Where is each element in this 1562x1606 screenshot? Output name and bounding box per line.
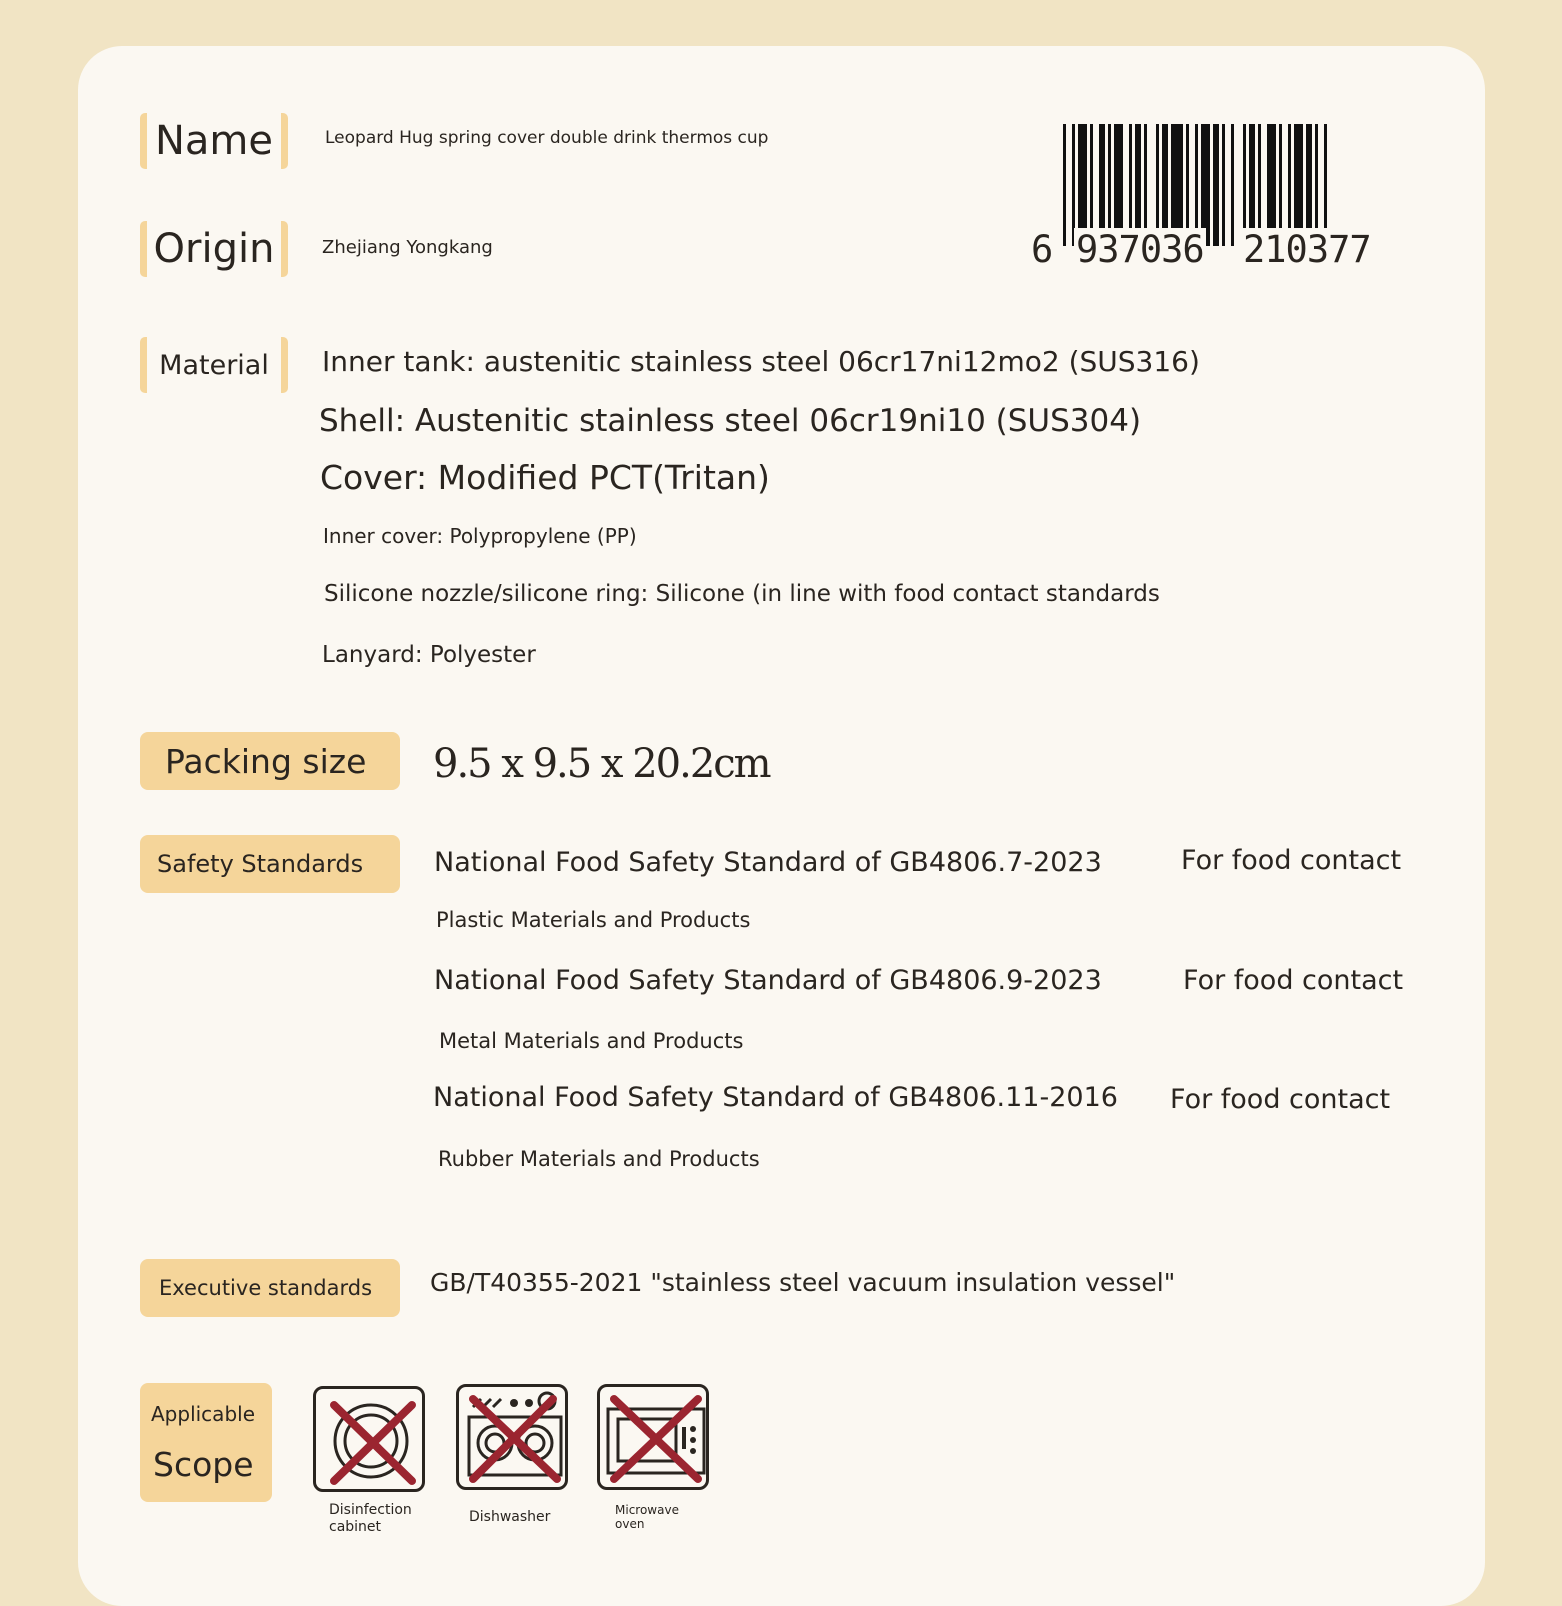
safety-standard: National Food Safety Standard of GB4806.11-2016 (433, 1082, 1118, 1113)
executive-label-text: Executive standards (159, 1276, 373, 1300)
barcode-bar (1063, 124, 1066, 246)
material-line: Cover: Modified PCT(Tritan) (320, 458, 770, 497)
scope-caption: Dishwasher (469, 1509, 551, 1525)
barcode-bar (1231, 124, 1234, 246)
material-line: Inner cover: Polypropylene (PP) (323, 524, 637, 548)
origin-label-text: Origin (153, 226, 275, 272)
scope-label-bottom: Scope (153, 1445, 254, 1484)
name-label-text: Name (154, 118, 273, 164)
disinfection-cabinet-icon (313, 1386, 425, 1492)
spec-card (78, 46, 1485, 1606)
material-label-text: Material (159, 349, 269, 381)
packing-label-text: Packing size (165, 741, 367, 781)
barcode-bar (1222, 124, 1225, 246)
material-label (140, 337, 288, 393)
safety-use: For food contact (1181, 845, 1402, 876)
barcode-bar (1213, 124, 1219, 246)
barcode-digits-right: 210377 (1243, 228, 1371, 271)
safety-material: Rubber Materials and Products (438, 1147, 760, 1171)
origin-label (140, 221, 288, 277)
dishwasher-icon (456, 1384, 568, 1490)
packing-value: 9.5 x 9.5 x 20.2cm (433, 741, 770, 787)
material-line: Inner tank: austenitic stainless steel 06cr17ni12mo2 (SUS316) (322, 345, 1200, 378)
safety-standard: National Food Safety Standard of GB4806.9-2023 (434, 965, 1102, 996)
material-line: Lanyard: Polyester (322, 642, 536, 668)
safety-label-text: Safety Standards (157, 850, 364, 878)
barcode-digits-left: 937036 (1076, 228, 1204, 271)
executive-value: GB/T40355-2021 "stainless steel vacuum insulation vessel" (430, 1268, 1176, 1297)
scope-caption: Disinfection cabinet (329, 1502, 412, 1535)
safety-material: Plastic Materials and Products (436, 908, 751, 932)
name-label (140, 113, 288, 169)
microwave-oven-icon (597, 1384, 709, 1490)
barcode-digit-lead: 6 (1031, 228, 1056, 271)
material-line: Silicone nozzle/silicone ring: Silicone (in line with food contact standards (324, 581, 1160, 607)
safety-use: For food contact (1170, 1084, 1391, 1115)
safety-label (140, 835, 400, 893)
material-line: Shell: Austenitic stainless steel 06cr19ni10 (SUS304) (319, 403, 1142, 439)
name-value: Leopard Hug spring cover double drink thermos cup (325, 128, 769, 148)
executive-label (140, 1259, 400, 1317)
scope-label (140, 1383, 272, 1502)
scope-label-top: Applicable (151, 1402, 255, 1426)
safety-use: For food contact (1183, 965, 1404, 996)
scope-caption: Microwave oven (615, 1503, 679, 1531)
packing-label (140, 732, 400, 790)
safety-standard: National Food Safety Standard of GB4806.7-2023 (434, 847, 1102, 878)
origin-value: Zhejiang Yongkang (322, 237, 493, 258)
safety-material: Metal Materials and Products (439, 1029, 744, 1053)
